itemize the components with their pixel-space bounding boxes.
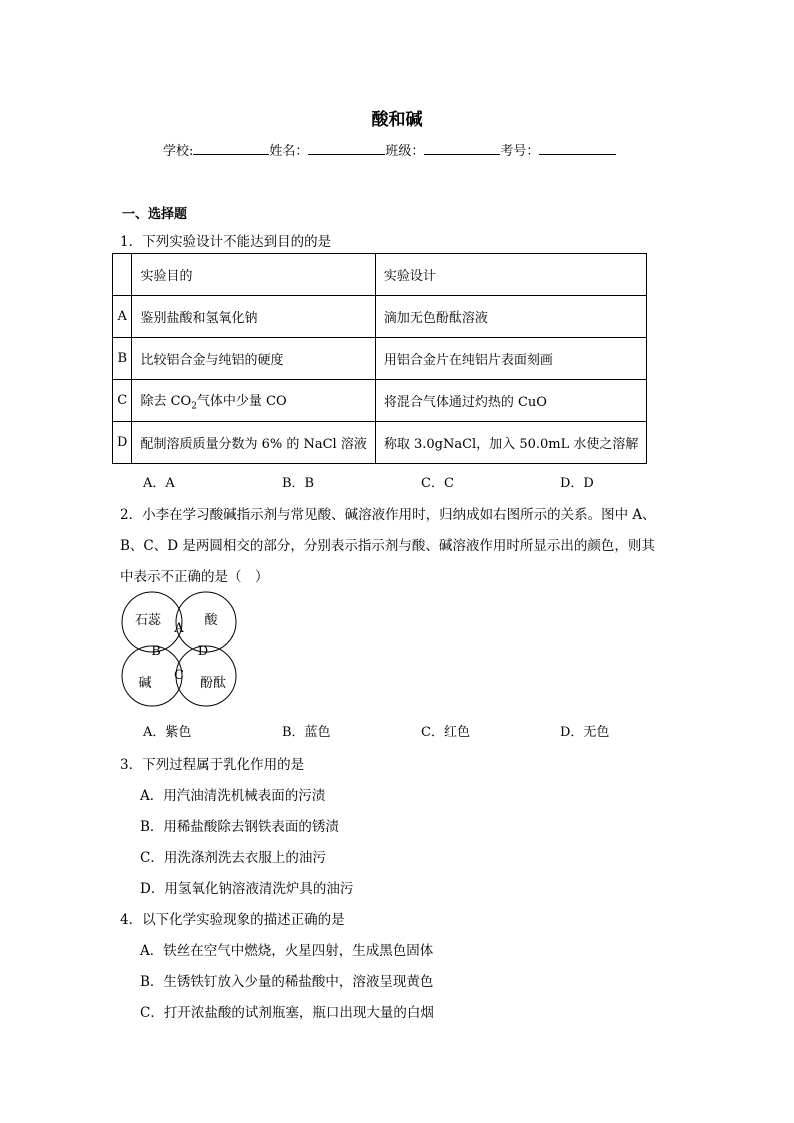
table-header-purpose: 实验目的: [132, 254, 375, 296]
page-title: 酸和碱: [371, 110, 423, 130]
row-letter: B: [113, 338, 132, 380]
number-label: 考号：: [500, 144, 540, 159]
option-b: B．用稀盐酸除去钢铁表面的锈渍: [140, 819, 339, 835]
q1-table: [112, 253, 647, 464]
row-purpose: 配制溶质质量分数为 6% 的 NaCl 溶液: [132, 422, 375, 464]
label-suan: 酸: [204, 613, 218, 628]
label-a: A: [174, 621, 184, 636]
label-shiru: 石蕊: [134, 613, 162, 628]
row-letter: D: [113, 422, 132, 464]
option-c: C．红色: [421, 725, 470, 740]
row-purpose: [132, 380, 375, 422]
table-row: [113, 338, 647, 380]
option-b: B．B: [282, 476, 315, 491]
name-label: 姓名：: [269, 144, 309, 159]
section-heading: 一、选择题: [122, 207, 188, 222]
subscript: 2: [191, 401, 197, 412]
q1-options: [143, 472, 699, 491]
q1-stem: 1．下列实验设计不能达到目的的是: [120, 234, 332, 250]
q2-line-3: 中表示不正确的是（ ）: [120, 569, 269, 585]
label-d: D: [197, 644, 209, 659]
table-row: [113, 380, 647, 422]
venn-diagram: [118, 590, 243, 708]
number-blank: [539, 140, 616, 155]
class-label: 班级：: [385, 144, 425, 159]
label-fentai: 酚酞: [199, 676, 227, 691]
option-c: C．用洗涤剂洗去衣服上的油污: [140, 850, 326, 866]
q3-stem: 3．下列过程属于乳化作用的是: [120, 757, 305, 773]
option-b: B．蓝色: [282, 725, 331, 740]
q4-stem: 4．以下化学实验现象的描述正确的是: [120, 912, 345, 928]
option-a: A．用汽油清洗机械表面的污渍: [140, 788, 326, 804]
purpose-text: 气体中少量 CO: [196, 393, 287, 409]
name-blank: [308, 140, 385, 155]
option-a: A．紫色: [143, 725, 192, 740]
option-d: D．用氢氧化钠溶液清洗炉具的油污: [140, 881, 354, 897]
row-design: 称取 3.0gNaCl，加入 50.0mL 水使之溶解: [375, 422, 647, 464]
q2-line-1: 2．小李在学习酸碱指示剂与常见酸、碱溶液作用时，归纳成如右图所示的关系。图中 A、: [120, 507, 656, 523]
student-info-line: [163, 140, 616, 159]
option-a: A．A: [143, 476, 175, 491]
school-blank: [193, 140, 269, 155]
class-blank: [424, 140, 500, 155]
option-a: A．铁丝在空气中燃烧，火星四射，生成黑色固体: [140, 943, 434, 959]
school-label: 学校:: [163, 144, 194, 159]
q2-line-2: B、C、D 是两圆相交的部分，分别表示指示剂与酸、碱溶液作用时所显示出的颜色，则其: [120, 538, 655, 554]
row-design: 用铝合金片在纯铝片表面刻画: [375, 338, 647, 380]
purpose-text: 除去 CO: [140, 393, 192, 409]
label-b: B: [151, 644, 161, 659]
row-design: 将混合气体通过灼热的 CuO: [375, 380, 647, 422]
q2-options: [143, 721, 699, 740]
row-letter: A: [113, 296, 132, 338]
row-purpose: 鉴别盐酸和氢氧化钠: [132, 296, 375, 338]
table-header-design: 实验设计: [375, 254, 647, 296]
row-design: 滴加无色酚酞溶液: [375, 296, 647, 338]
table-row: [113, 296, 647, 338]
option-b: B．生锈铁钉放入少量的稀盐酸中，溶液呈现黄色: [140, 974, 434, 990]
option-d: D．无色: [560, 725, 610, 740]
label-c: C: [174, 668, 184, 683]
table-cell: [113, 254, 132, 296]
table-row: [113, 422, 647, 464]
table-row: [113, 254, 647, 296]
row-letter: C: [113, 380, 132, 422]
option-c: C．C: [421, 476, 454, 491]
label-jian: 碱: [138, 676, 152, 691]
row-purpose: 比较铝合金与纯铝的硬度: [132, 338, 375, 380]
option-d: D．D: [560, 476, 594, 491]
option-c: C．打开浓盐酸的试剂瓶塞，瓶口出现大量的白烟: [140, 1005, 434, 1021]
